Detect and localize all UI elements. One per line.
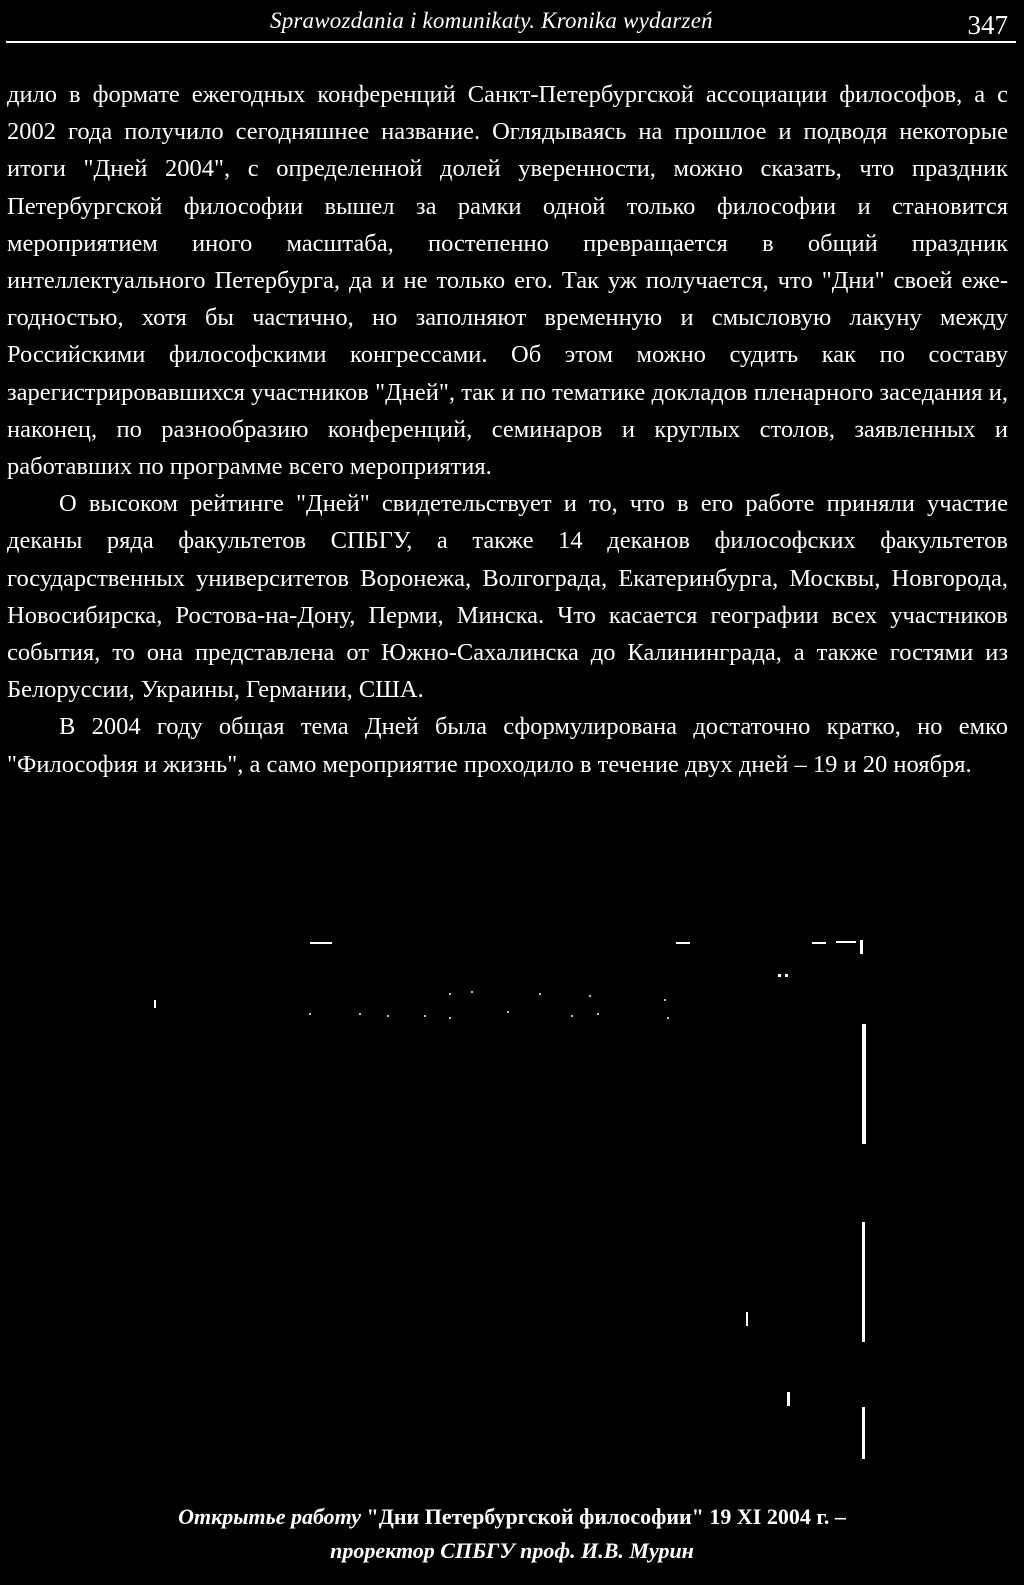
caption-line-1 — [0, 1500, 1024, 1534]
paragraph-3: В 2004 году общая тема Дней была сформулирована достаточно кратко, но емко "Философия и жизнь", а само мероприятие проходило в течение двух дней – 19 и 20 ноября. — [7, 713, 1008, 778]
article-body — [7, 76, 1008, 783]
caption-italic: Открытье работу — [178, 1504, 361, 1529]
paragraph-1: дило в формате ежегодных конференций Санкт-Петербургской ассоциации философов, а с 2002 года получило сегодняшнее название. Оглядываясь на прошлое и подводя некоторые итоги "Дней 2004", с определенной долей уверенности, можно сказать, что праздник Петербургской философии вышел за рамки одной только философии и становится мероприятием иного масштаба, постепенно превращается в общий праздник интеллектуального Петербурга, да и не только его. Так уж получается, что "Дни" своей ежегодностью, хотя бы частично, но заполняют временную и смысловую лакуну между Российскими философскими конгрессами. Об этом можно судить как по составу зарегистрировавшихся участников "Дней", так и по тематике докладов пленарного заседания и, наконец, по разнообразию конференций, семинаров и круглых столов, заявленных и работавших по программе всего мероприятия. — [7, 81, 1008, 481]
page-number: 347 — [967, 10, 1008, 40]
header-rule — [6, 41, 1016, 43]
caption-bold: "Дни Петербургской философии" 19 XI 2004 г. – — [361, 1504, 846, 1529]
running-head — [0, 6, 1016, 40]
paragraph-2: О высоком рейтинге "Дней" свидетельствует и то, что в его работе приняли участие деканы ряда факультетов СПБГУ, а также 14 деканов философских факультетов государственных университетов Воронежа, Волгограда, Екатеринбурга, Москвы, Новгорода, Новосибирска, Ростова-на-Дону, Перми, Минска. Что касается географии всех участников события, то она представлена от Южно-Сахалинска до Калининграда, а также гостями из Белоруссии, Украины, Германии, США. — [7, 490, 1008, 704]
photo-artifacts — [120, 922, 910, 1482]
event-photo — [120, 922, 910, 1482]
photo-caption — [0, 1500, 1024, 1568]
caption-line-2: проректор СПБГУ проф. И.В. Мурин — [330, 1538, 694, 1563]
running-title: Sprawozdania i komunikaty. Kronika wydarzeń — [270, 8, 713, 33]
